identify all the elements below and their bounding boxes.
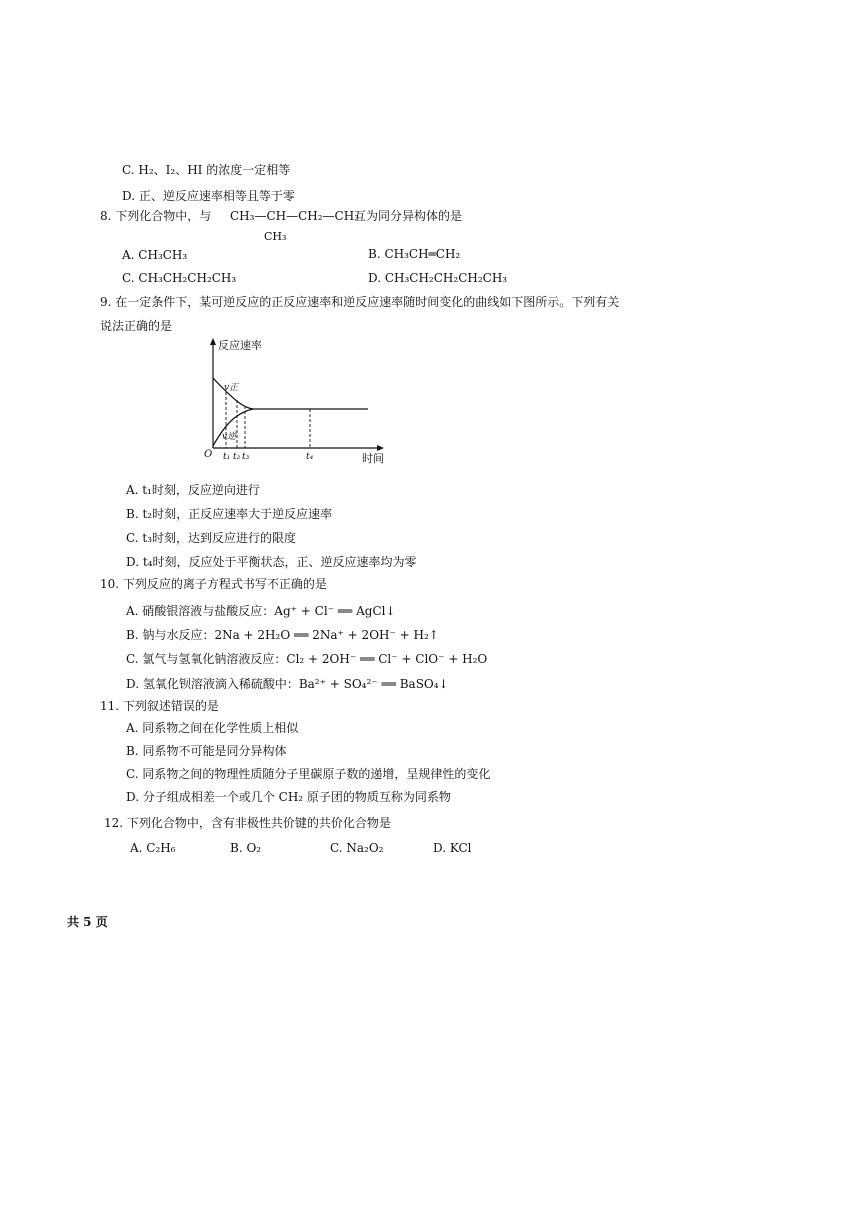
- q10-option-a: A. 硝酸银溶液与盐酸反应：Ag⁺ + Cl⁻ ══ AgCl↓: [126, 604, 396, 618]
- rate-time-graph: [198, 336, 398, 466]
- q9-option-c: C. t₃时刻，达到反应进行的限度: [126, 531, 297, 545]
- v-reverse-label: v逆: [222, 432, 237, 442]
- q12-option-d: D. KCl: [433, 841, 472, 855]
- q11-stem: 11. 下列叙述错误的是: [100, 699, 219, 713]
- t3-label: t₃: [242, 452, 250, 462]
- q8-formula-main: CH₃—CH—CH₂—CH₃: [230, 209, 360, 223]
- page-count-footer: 共 5 页: [67, 915, 108, 929]
- q8-option-c: C. CH₃CH₂CH₂CH₃: [122, 271, 237, 285]
- x-axis-label: 时间: [362, 452, 384, 465]
- q8-stem-suffix: 互为同分异构体的是: [354, 209, 463, 223]
- q8-option-d: D. CH₃CH₂CH₂CH₂CH₃: [368, 271, 508, 285]
- q12-option-b: B. O₂: [230, 841, 262, 855]
- q8-option-b: B. CH₃CH═CH₂: [368, 247, 461, 261]
- origin-label: O: [204, 449, 213, 460]
- x-axis-arrow: [377, 445, 384, 451]
- q11-option-b: B. 同系物不可能是同分异构体: [126, 744, 287, 758]
- y-axis-label: 反应速率: [218, 339, 262, 352]
- t1-label: t₁: [223, 452, 231, 462]
- v-forward-label: v正: [224, 383, 239, 393]
- q9-option-a: A. t₁时刻，反应逆向进行: [126, 483, 260, 497]
- q8-formula: [230, 208, 359, 224]
- q9-option-b: B. t₂时刻，正反应速率大于逆反应速率: [126, 507, 333, 521]
- q11-option-c: C. 同系物之间的物理性质随分子里碳原子数的递增，呈规律性的变化: [126, 767, 491, 781]
- q11-option-d: D. 分子组成相差一个或几个 CH₂ 原子团的物质互称为同系物: [126, 790, 451, 804]
- t4-label: t₄: [306, 452, 314, 462]
- q7-option-c: C. H₂、I₂、HI 的浓度一定相等: [122, 163, 291, 177]
- q10-option-c: C. 氯气与氢氧化钠溶液反应：Cl₂ + 2OH⁻ ══ Cl⁻ + ClO⁻ + H₂O: [126, 652, 488, 666]
- q10-stem: 10. 下列反应的离子方程式书写不正确的是: [100, 577, 327, 591]
- q9-stem-line1: 9. 在一定条件下，某可逆反应的正反应速率和逆反应速率随时间变化的曲线如下图所示。下列有关: [100, 295, 620, 309]
- t2-label: t₂: [233, 452, 241, 462]
- q10-option-d: D. 氢氧化钡溶液滴入稀硫酸中：Ba²⁺ + SO₄²⁻ ══ BaSO₄↓: [126, 677, 449, 691]
- q9-option-d: D. t₄时刻，反应处于平衡状态，正、逆反应速率均为零: [126, 555, 417, 569]
- q8-stem: [100, 208, 211, 224]
- q8-option-a: A. CH₃CH₃: [122, 248, 188, 262]
- q7-option-d: D. 正、逆反应速率相等且等于零: [122, 189, 295, 203]
- q8-stem-prefix: 8. 下列化合物中，与: [100, 209, 212, 223]
- y-axis-arrow: [210, 338, 216, 345]
- q11-option-a: A. 同系物之间在化学性质上相似: [126, 721, 299, 735]
- q9-stem-line2: 说法正确的是: [100, 319, 173, 333]
- q10-option-b: B. 钠与水反应：2Na + 2H₂O ══ 2Na⁺ + 2OH⁻ + H₂↑: [126, 628, 439, 642]
- q12-option-c: C. Na₂O₂: [330, 841, 384, 855]
- q12-option-a: A. C₂H₆: [130, 841, 176, 855]
- q12-stem: 12. 下列化合物中，含有非极性共价键的共价化合物是: [104, 816, 391, 830]
- q8-formula-branch: CH₃: [264, 230, 287, 243]
